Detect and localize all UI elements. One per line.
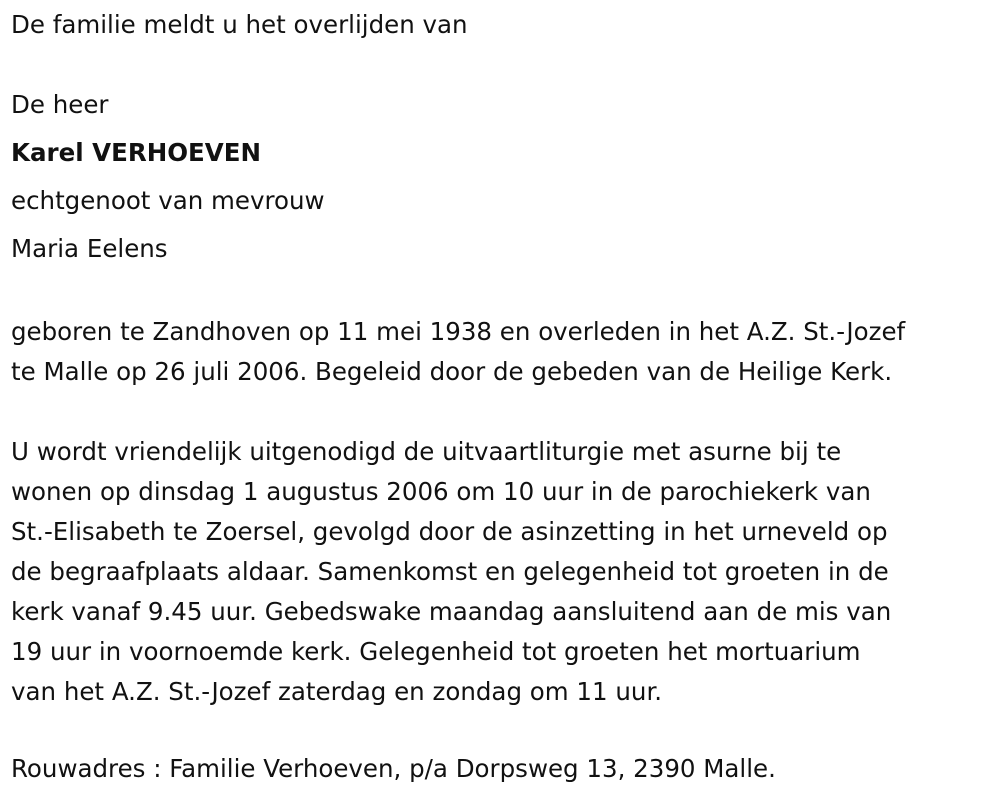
funeral-line: wonen op dinsdag 1 augustus 2006 om 10 uur in de parochiekerk van — [11, 477, 871, 506]
birth-death-line: te Malle op 26 juli 2006. Begeleid door de gebeden van de Heilige Kerk. — [11, 357, 893, 386]
birth-death-paragraph — [11, 312, 986, 392]
birth-death-line: geboren te Zandhoven op 11 mei 1938 en overleden in het A.Z. St.-Jozef — [11, 317, 906, 346]
funeral-paragraph — [11, 432, 986, 712]
funeral-line: St.-Elisabeth te Zoersel, gevolgd door de asinzetting in het urneveld op — [11, 517, 888, 546]
funeral-line: 19 uur in voornoemde kerk. Gelegenheid tot groeten het mortuarium — [11, 637, 861, 666]
title-text: De heer — [11, 90, 109, 119]
funeral-line: de begraafplaats aldaar. Samenkomst en gelegenheid tot groeten in de — [11, 557, 889, 586]
spouse-name: Maria Eelens — [11, 234, 168, 263]
funeral-line: kerk vanaf 9.45 uur. Gebedswake maandag aansluitend aan de mis van — [11, 597, 892, 626]
funeral-line: U wordt vriendelijk uitgenodigd de uitvaartliturgie met asurne bij te — [11, 437, 842, 466]
relation-text: echtgenoot van mevrouw — [11, 186, 325, 215]
mourning-address: Rouwadres : Familie Verhoeven, p/a Dorpsweg 13, 2390 Malle. — [11, 754, 776, 783]
funeral-line: van het A.Z. St.-Jozef zaterdag en zondag om 11 uur. — [11, 677, 663, 706]
deceased-name: Karel VERHOEVEN — [11, 138, 261, 167]
intro-text: De familie meldt u het overlijden van — [11, 10, 468, 39]
